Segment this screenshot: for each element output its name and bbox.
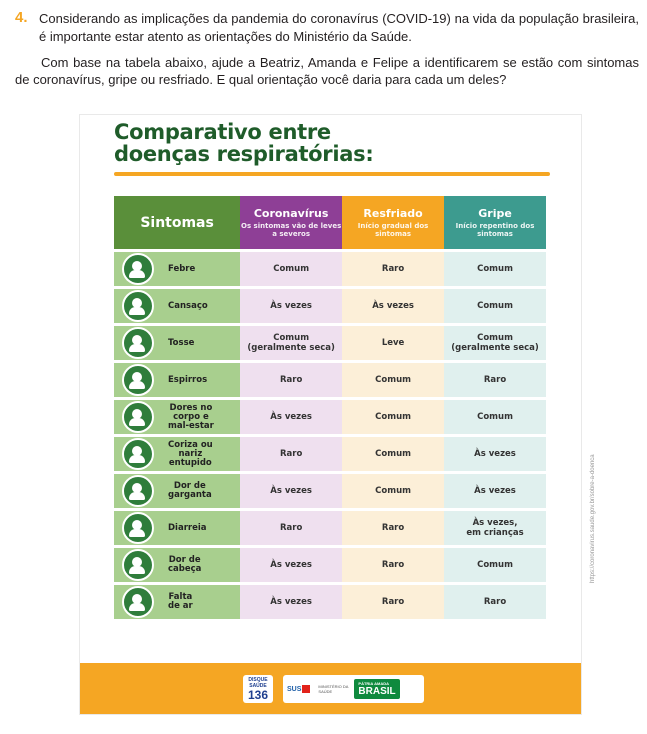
body-ache-icon: [122, 401, 154, 433]
gripe-cell: Comum: [444, 548, 546, 582]
gripe-cell: Comum: [444, 289, 546, 323]
sneeze-icon: [122, 364, 154, 396]
symptom-cell: [114, 548, 240, 582]
symptom-label: Tosse: [168, 337, 195, 348]
poster-title: [114, 121, 373, 165]
table-row: [114, 511, 546, 545]
symptom-label: Febre: [168, 263, 196, 274]
poster-footer: [80, 663, 581, 714]
government-logos: [283, 675, 424, 703]
symptom-cell: [114, 400, 240, 434]
title-underline: [114, 172, 550, 176]
gripe-cell: Comum (geralmente seca): [444, 326, 546, 360]
table-row: [114, 400, 546, 434]
coronavirus-cell: Às vezes: [240, 289, 342, 323]
comparison-table: [114, 193, 546, 622]
poster-title-line2: doenças respiratórias:: [114, 142, 374, 166]
coronavirus-cell: Às vezes: [240, 585, 342, 619]
coronavirus-cell: Comum (geralmente seca): [240, 326, 342, 360]
resfriado-cell: Às vezes: [342, 289, 444, 323]
symptom-cell: [114, 474, 240, 508]
sus-logo: [287, 685, 310, 693]
header-resfriado-name: Resfriado: [363, 207, 423, 220]
table-row: [114, 437, 546, 471]
gripe-cell: Às vezes, em crianças: [444, 511, 546, 545]
resfriado-cell: Comum: [342, 437, 444, 471]
gripe-cell: Comum: [444, 252, 546, 286]
resfriado-cell: Raro: [342, 252, 444, 286]
table-row: [114, 289, 546, 323]
cough-icon: [122, 327, 154, 359]
header-coronavirus-name: Coronavírus: [253, 207, 329, 220]
resfriado-cell: Comum: [342, 474, 444, 508]
ministerio-label: MINISTÉRIO DA SAÚDE: [318, 684, 349, 694]
disque-number: 136: [247, 688, 269, 702]
table-row: [114, 548, 546, 582]
symptom-label: Dor de cabeça: [168, 555, 202, 574]
table-row: [114, 252, 546, 286]
coronavirus-cell: Raro: [240, 511, 342, 545]
table-row: [114, 474, 546, 508]
header-coronavirus-sub: Os sintomas vão de leves a severos: [241, 222, 342, 238]
symptom-label: Dor de garganta: [168, 481, 212, 500]
question-number: 4.: [15, 9, 28, 26]
symptom-cell: [114, 363, 240, 397]
fever-icon: [122, 253, 154, 285]
question-paragraph: Com base na tabela abaixo, ajude a Beatriz, Amanda e Felipe a identificarem se estão com sintomas de coronavírus, gripe ou resfriado. E qual orientação você daria para cada um deles?: [15, 55, 639, 87]
resfriado-cell: Comum: [342, 363, 444, 397]
resfriado-cell: Raro: [342, 585, 444, 619]
headache-icon: [122, 549, 154, 581]
sore-throat-icon: [122, 475, 154, 507]
symptom-cell: [114, 585, 240, 619]
symptom-cell: [114, 437, 240, 471]
coronavirus-cell: Às vezes: [240, 474, 342, 508]
gripe-cell: Comum: [444, 400, 546, 434]
header-gripe-name: Gripe: [478, 207, 512, 220]
table-row: [114, 326, 546, 360]
gripe-cell: Raro: [444, 363, 546, 397]
shortness-of-breath-icon: [122, 586, 154, 618]
brasil-label: BRASIL: [358, 686, 396, 697]
tiredness-icon: [122, 290, 154, 322]
table-row: [114, 585, 546, 619]
gripe-cell: Às vezes: [444, 437, 546, 471]
comparison-poster: [80, 115, 581, 714]
coronavirus-cell: Raro: [240, 437, 342, 471]
resfriado-cell: Raro: [342, 548, 444, 582]
symptom-label: Dores no corpo e mal-estar: [168, 402, 214, 431]
coronavirus-cell: Às vezes: [240, 548, 342, 582]
resfriado-cell: Raro: [342, 511, 444, 545]
resfriado-cell: Comum: [342, 400, 444, 434]
coronavirus-cell: Comum: [240, 252, 342, 286]
symptom-label: Cansaço: [168, 300, 208, 311]
header-gripe-sub: Início repentino dos sintomas: [455, 222, 535, 238]
header-gripe: [444, 196, 546, 249]
poster-title-line1: Comparativo entre: [114, 120, 331, 144]
symptom-cell: [114, 289, 240, 323]
disque-label: DISQUE SAÚDE: [248, 677, 268, 689]
symptom-cell: [114, 511, 240, 545]
toilet-icon: [122, 512, 154, 544]
symptom-label: Espirros: [168, 374, 208, 385]
brasil-logo: [354, 679, 399, 699]
symptom-label: Falta de ar: [168, 592, 193, 611]
symptom-label: Diarreia: [168, 522, 207, 533]
gripe-cell: Às vezes: [444, 474, 546, 508]
brasil-sub-label: PÁTRIA AMADA: [358, 681, 389, 686]
coronavirus-cell: Raro: [240, 363, 342, 397]
resfriado-cell: Leve: [342, 326, 444, 360]
runny-nose-icon: [122, 438, 154, 470]
table-row: [114, 363, 546, 397]
symptom-cell: [114, 326, 240, 360]
symptom-cell: [114, 252, 240, 286]
question-text: Considerando as implicações da pandemia do coronavírus (COVID-19) na vida da população brasileira, é importante estar atento as orientações do Ministério da Saúde.: [39, 11, 639, 44]
symptom-label: Coriza ou nariz entupido: [168, 439, 213, 468]
gripe-cell: Raro: [444, 585, 546, 619]
sus-cross-icon: [302, 685, 310, 693]
source-url: https://coronavirus.saude.gov.br/sobre-a-doenca: [590, 454, 596, 583]
header-resfriado-sub: Início gradual dos sintomas: [357, 222, 429, 238]
header-coronavirus: [240, 196, 342, 249]
coronavirus-cell: Às vezes: [240, 400, 342, 434]
header-resfriado: [342, 196, 444, 249]
disque-saude-logo: [243, 675, 273, 703]
header-sintomas: Sintomas: [114, 196, 240, 249]
table-header-row: [114, 196, 546, 249]
sus-label: SUS: [287, 685, 302, 693]
